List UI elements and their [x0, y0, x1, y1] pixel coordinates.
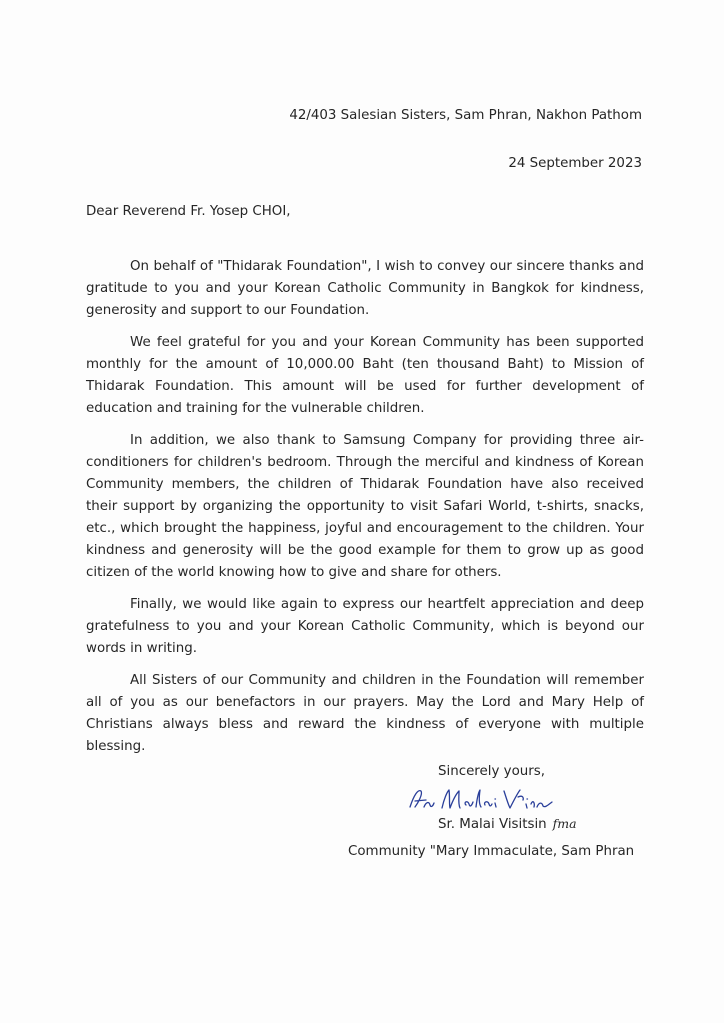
paragraph-samsung: In addition, we also thank to Samsung Company for providing three air-conditioners for children's bedroom. Through the merciful and kindness of Korean Community members, the children of Thidarak Foundation have also received their support by organizing the opportunity to visit Safari World, t-shirts, snacks, etc., which brought the happiness, joyful and encouragement to the children. Your kindness and generosity will be the good example for them to grow up as good citizen of the world knowing how to give and share for others.	[86, 433, 644, 580]
signer-suffix: fma	[552, 816, 577, 831]
paragraph-prayers: All Sisters of our Community and children in the Foundation will remember all of you as our benefactors in our prayers. May the Lord and Mary Help of Christians always bless and reward the kindness of everyone with multiple blessing.	[86, 673, 644, 754]
salutation: Dear Reverend Fr. Yosep CHOI,	[86, 204, 291, 219]
paragraph-donation: We feel grateful for you and your Korean Community has been supported monthly for the amount of 10,000.00 Baht (ten thousand Baht) to Mission of Thidarak Foundation. This amount will be used for further development of education and training for the vulnerable children.	[86, 335, 644, 416]
letter-date: 24 September 2023	[508, 156, 642, 171]
signer-name	[438, 816, 577, 832]
community-name: Community "Mary Immaculate, Sam Phran	[348, 844, 635, 859]
letter-body	[86, 256, 644, 768]
sender-address: 42/403 Salesian Sisters, Sam Phran, Nakhon Pathom	[289, 108, 642, 123]
signer-name-text: Sr. Malai Visitsin	[438, 817, 547, 832]
handwritten-signature	[406, 785, 556, 813]
paragraph-thanks: On behalf of "Thidarak Foundation", I wish to convey our sincere thanks and gratitude to you and your Korean Catholic Community in Bangkok for kindness, generosity and support to our Foundation.	[86, 259, 644, 318]
paragraph-appreciation: Finally, we would like again to express our heartfelt appreciation and deep gratefulness to you and your Korean Catholic Community, which is beyond our words in writing.	[86, 597, 644, 656]
closing: Sincerely yours,	[438, 764, 546, 779]
